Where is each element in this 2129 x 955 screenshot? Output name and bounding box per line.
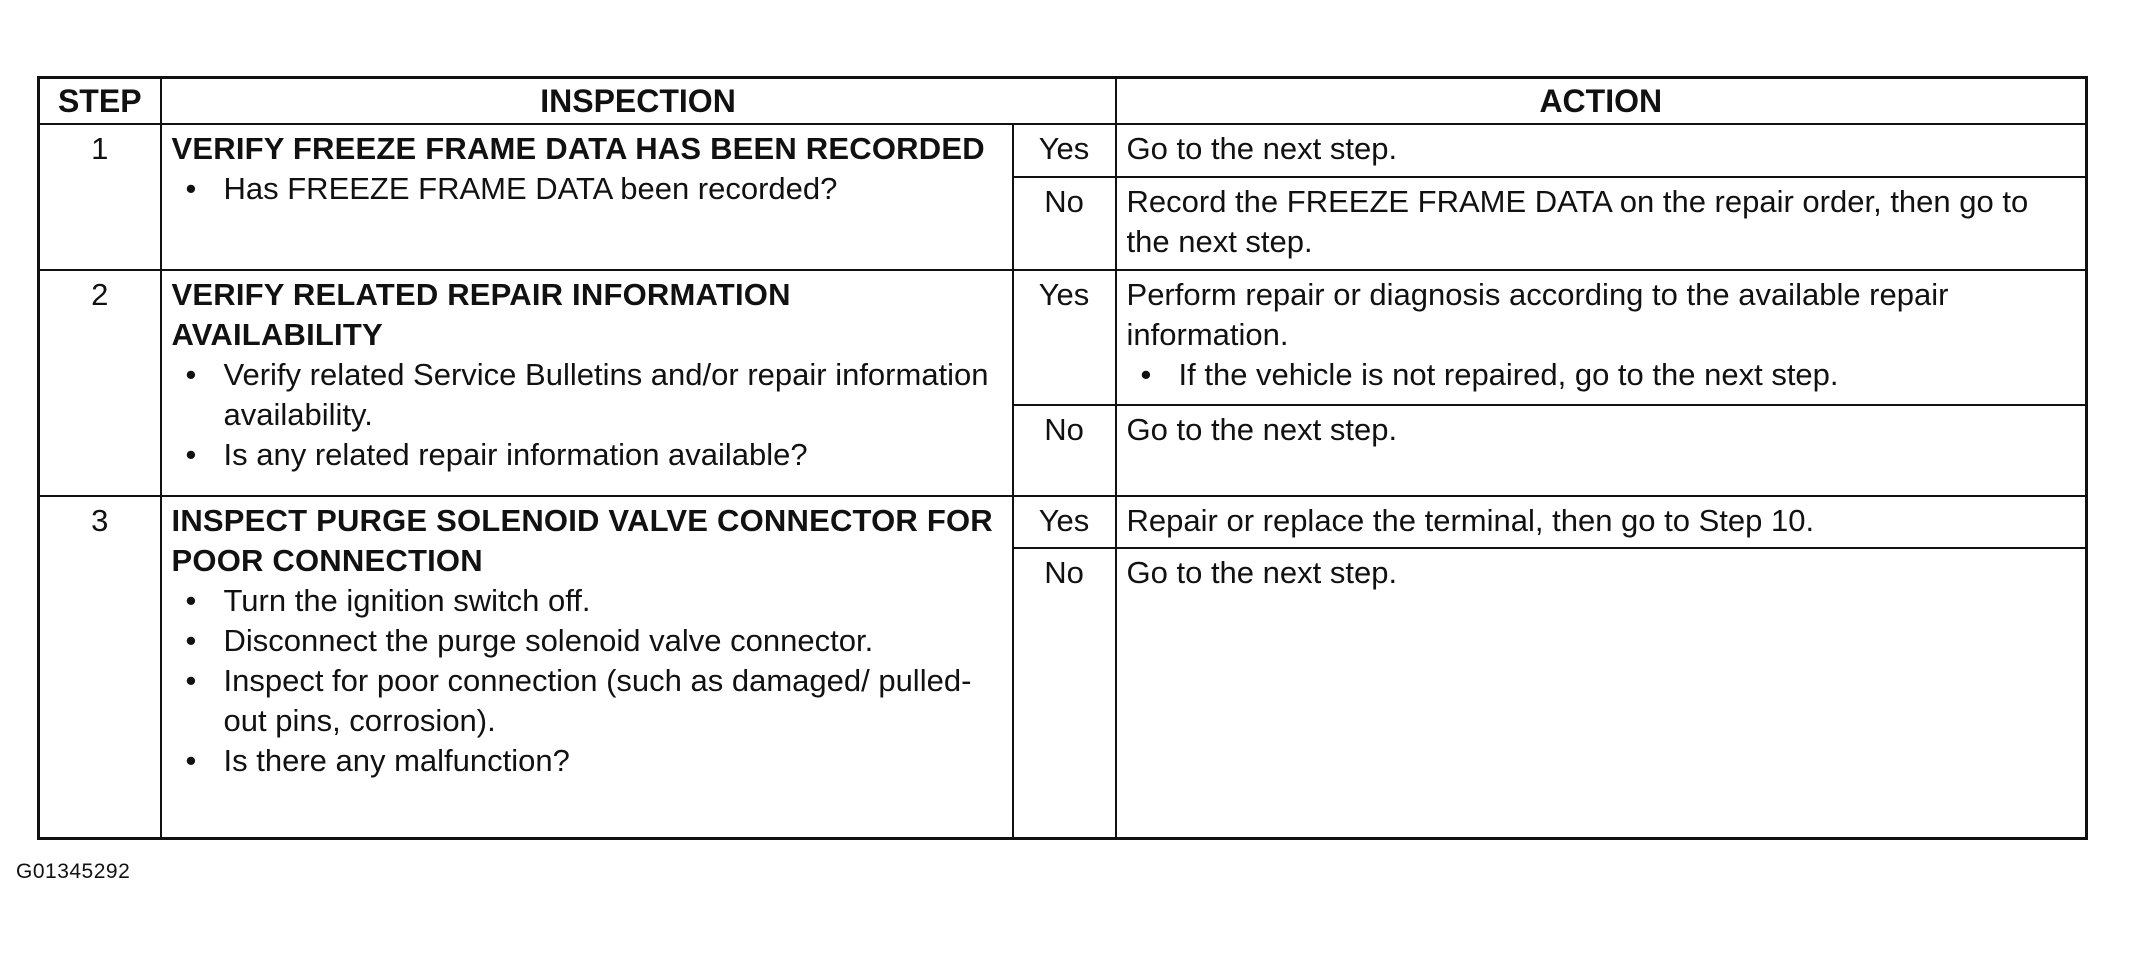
yes-label: Yes bbox=[1013, 124, 1116, 177]
action-cell bbox=[1116, 548, 2087, 838]
action-bullet: • If the vehicle is not repaired, go to the next step. bbox=[1127, 355, 2078, 395]
step-number: 3 bbox=[39, 496, 161, 838]
figure-id: G01345292 bbox=[16, 860, 131, 883]
inspection-check: • Verify related Service Bulletins and/or repair information availability. bbox=[172, 355, 1004, 435]
inspection-check: • Has FREEZE FRAME DATA been recorded? bbox=[172, 169, 1004, 209]
action-cell bbox=[1116, 496, 2087, 548]
action-text: Repair or replace the terminal, then go to Step 10. bbox=[1126, 503, 1815, 538]
inspection-check: • Is there any malfunction? bbox=[172, 741, 1004, 781]
action-cell bbox=[1116, 405, 2087, 496]
action-cell bbox=[1116, 270, 2087, 405]
inspection-title: INSPECT PURGE SOLENOID VALVE CONNECTOR FOR POOR CONNECTION bbox=[171, 503, 993, 578]
step-number: 2 bbox=[39, 270, 161, 496]
table-row bbox=[39, 496, 2087, 548]
action-text: Go to the next step. bbox=[1126, 412, 1398, 447]
action-text: Go to the next step. bbox=[1126, 131, 1398, 166]
inspection-check: • Turn the ignition switch off. bbox=[172, 581, 1004, 621]
action-text: Perform repair or diagnosis according to the available repair information. bbox=[1126, 277, 1949, 352]
inspection-check: • Is any related repair information available? bbox=[172, 435, 1004, 475]
no-label: No bbox=[1013, 177, 1116, 270]
header-step: STEP bbox=[39, 78, 161, 125]
inspection-check: • Inspect for poor connection (such as damaged/ pulled-out pins, corrosion). bbox=[172, 661, 1004, 741]
header-inspection: INSPECTION bbox=[161, 78, 1116, 125]
inspection-cell bbox=[161, 124, 1013, 270]
table-row bbox=[39, 270, 2087, 405]
action-bullets bbox=[1127, 355, 2078, 395]
inspection-check: • Disconnect the purge solenoid valve connector. bbox=[172, 621, 1004, 661]
action-text: Go to the next step. bbox=[1126, 555, 1398, 590]
table-row bbox=[39, 124, 2087, 177]
action-text: Record the FREEZE FRAME DATA on the repair order, then go to the next step. bbox=[1126, 184, 2029, 259]
inspection-checks bbox=[172, 355, 1004, 475]
header-action: ACTION bbox=[1116, 78, 2087, 125]
inspection-title: VERIFY FREEZE FRAME DATA HAS BEEN RECORDED bbox=[171, 131, 985, 166]
inspection-checks bbox=[172, 581, 1004, 781]
action-cell bbox=[1116, 177, 2087, 270]
inspection-cell bbox=[161, 496, 1013, 838]
inspection-title: VERIFY RELATED REPAIR INFORMATION AVAILABILITY bbox=[171, 277, 791, 352]
inspection-cell bbox=[161, 270, 1013, 496]
action-cell bbox=[1116, 124, 2087, 177]
inspection-checks bbox=[172, 169, 1004, 209]
yes-label: Yes bbox=[1013, 270, 1116, 405]
no-label: No bbox=[1013, 548, 1116, 838]
step-number: 1 bbox=[39, 124, 161, 270]
table-header-row bbox=[39, 78, 2087, 125]
diagnostic-table bbox=[37, 76, 2088, 840]
yes-label: Yes bbox=[1013, 496, 1116, 548]
no-label: No bbox=[1013, 405, 1116, 496]
